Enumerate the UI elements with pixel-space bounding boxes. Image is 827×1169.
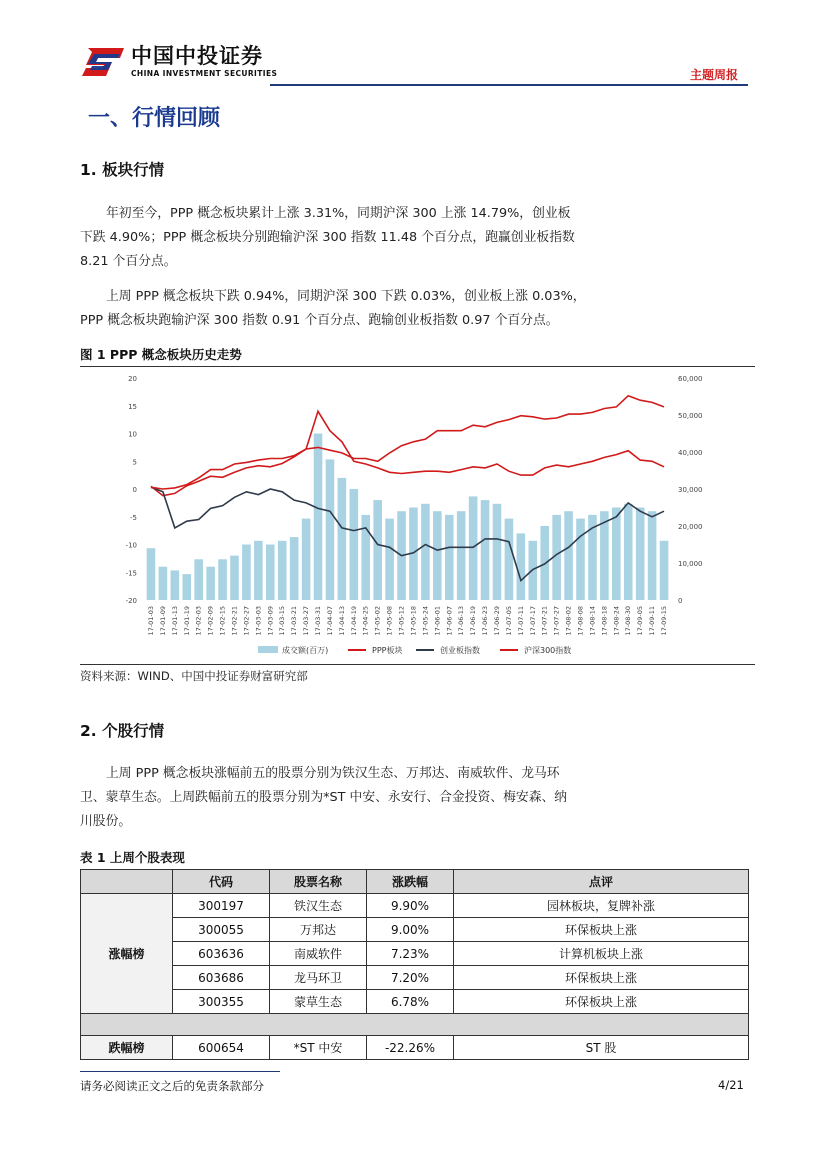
x-tick-label: 17-08-02 <box>564 606 573 636</box>
losers-group-label: 跌幅榜 <box>81 1036 173 1060</box>
cell-name: 龙马环卫 <box>270 966 367 990</box>
chart-legend <box>258 645 571 655</box>
y-left-tick-label: -10 <box>125 541 137 550</box>
x-tick-label: 17-06-19 <box>469 606 478 636</box>
table-row <box>81 942 749 966</box>
y-right-tick-label: 40,000 <box>678 449 703 457</box>
x-tick-label: 17-06-13 <box>457 606 466 636</box>
x-tick-label: 17-02-03 <box>194 606 203 636</box>
cell-name: 万邦达 <box>270 918 367 942</box>
text-line: 下跌 4.90%；PPP 概念板块分别跑输沪深 300 指数 11.48 个百分点，跑赢创业板指数 <box>80 230 575 245</box>
x-tick-label: 17-02-27 <box>242 606 251 636</box>
stocks-paragraph <box>80 762 610 834</box>
company-name-en: CHINA INVESTMENT SECURITIES <box>131 69 278 78</box>
page-number: 4/21 <box>718 1078 744 1092</box>
volume-bar <box>171 570 180 600</box>
cell-code: 300055 <box>173 918 270 942</box>
volume-bar <box>182 574 191 600</box>
cell-change: 9.00% <box>367 918 454 942</box>
x-tick-label: 17-07-11 <box>516 606 525 636</box>
x-tick-label: 17-03-09 <box>266 606 275 636</box>
volume-bar <box>457 511 466 600</box>
volume-bar <box>493 504 502 600</box>
cell-code: 603686 <box>173 966 270 990</box>
y-right-tick-label: 50,000 <box>678 412 703 420</box>
volume-bar <box>266 545 275 601</box>
y-left-tick-label: -15 <box>125 569 137 578</box>
volume-bar <box>147 548 156 600</box>
sector-paragraph-week <box>80 285 610 333</box>
x-tick-label: 17-07-27 <box>552 606 561 636</box>
x-tick-label: 17-06-29 <box>492 606 501 636</box>
volume-bar <box>421 504 430 600</box>
text-line: 年初至今，PPP 概念板块累计上涨 3.31%，同期沪深 300 上涨 14.79%，创业板 <box>106 206 571 221</box>
sector-trend-chart <box>80 368 755 662</box>
figure-top-rule <box>80 366 755 367</box>
text-line: 8.21 个百分点。 <box>80 254 177 269</box>
x-tick-label: 17-02-15 <box>218 606 227 636</box>
cell-comment: 环保板块上涨 <box>454 918 749 942</box>
x-tick-label: 17-05-24 <box>421 606 430 636</box>
volume-bar <box>230 556 239 600</box>
volume-bar <box>338 478 347 600</box>
cell-change: 9.90% <box>367 894 454 918</box>
volume-bar <box>350 489 359 600</box>
sector-paragraph-ytd <box>80 202 610 274</box>
table-separator-row <box>81 1014 749 1036</box>
volume-bar <box>194 559 203 600</box>
x-tick-label: 17-04-25 <box>361 606 370 636</box>
x-tick-label: 17-07-21 <box>540 606 549 636</box>
volume-bar <box>445 515 454 600</box>
y-left-tick-label: 10 <box>128 430 137 439</box>
x-tick-label: 17-04-07 <box>325 606 334 636</box>
text-line: 上周 PPP 概念板块涨幅前五的股票分别为铁汉生态、万邦达、南威软件、龙马环 <box>106 766 560 781</box>
legend-label: 创业板指数 <box>440 646 480 655</box>
x-axis-ticks <box>147 606 668 636</box>
cell-comment: 环保板块上涨 <box>454 966 749 990</box>
volume-bar <box>326 459 335 600</box>
volume-bar <box>314 434 323 601</box>
y-left-tick-label: 15 <box>128 402 137 411</box>
x-tick-label: 17-07-17 <box>528 606 537 636</box>
x-tick-label: 17-01-19 <box>182 606 191 636</box>
x-tick-label: 17-06-07 <box>445 606 454 636</box>
header-cell: 点评 <box>454 870 749 894</box>
series-line <box>151 411 664 495</box>
y-left-tick-label: 5 <box>132 458 137 467</box>
x-tick-label: 17-03-15 <box>278 606 287 636</box>
x-tick-label: 17-02-09 <box>206 606 215 636</box>
cell-name: 蒙草生态 <box>270 990 367 1014</box>
y-right-tick-label: 0 <box>678 597 683 605</box>
cell-code: 300355 <box>173 990 270 1014</box>
left-axis-ticks <box>126 375 137 605</box>
cell-code: 300197 <box>173 894 270 918</box>
y-left-tick-label: -5 <box>130 513 137 522</box>
section-title: 一、行情回顾 <box>88 106 221 131</box>
cell-change: 7.23% <box>367 942 454 966</box>
volume-bar <box>206 567 215 600</box>
x-tick-label: 17-08-08 <box>576 606 585 636</box>
company-logo-icon <box>80 46 126 78</box>
x-tick-label: 17-01-03 <box>146 606 155 636</box>
x-tick-label: 17-08-30 <box>624 606 633 636</box>
footer-disclaimer: 请务必阅读正文之后的免责条款部分 <box>80 1079 264 1093</box>
table-header-row <box>81 870 749 894</box>
table-row <box>81 1036 749 1060</box>
x-tick-label: 17-06-23 <box>481 606 490 636</box>
volume-bar <box>636 508 645 601</box>
footer-divider <box>80 1071 280 1072</box>
cell-comment: ST 股 <box>454 1036 749 1060</box>
x-tick-label: 17-01-13 <box>170 606 179 636</box>
table-row <box>81 894 749 918</box>
volume-bar <box>576 519 585 600</box>
x-tick-label: 17-09-15 <box>660 606 669 636</box>
legend-label: 沪深300指数 <box>524 646 572 655</box>
figure-bottom-rule <box>80 664 755 665</box>
stock-performance-table <box>80 869 749 1060</box>
x-tick-label: 17-03-27 <box>302 606 311 636</box>
volume-bar <box>290 537 299 600</box>
x-tick-label: 17-03-03 <box>254 606 263 636</box>
cell-comment: 园林板块，复牌补涨 <box>454 894 749 918</box>
x-tick-label: 17-01-09 <box>158 606 167 636</box>
volume-bar <box>433 511 442 600</box>
volume-bar <box>469 496 478 600</box>
x-tick-label: 17-09-11 <box>648 606 657 636</box>
volume-bar <box>517 533 526 600</box>
series-lines <box>151 396 664 581</box>
volume-bar <box>302 519 311 600</box>
x-tick-label: 17-04-13 <box>337 606 346 636</box>
volume-bar <box>278 541 287 600</box>
volume-bar <box>564 511 573 600</box>
x-tick-label: 17-06-01 <box>433 606 442 636</box>
x-tick-label: 17-08-24 <box>612 606 621 636</box>
x-tick-label: 17-05-18 <box>409 606 418 636</box>
x-tick-label: 17-05-02 <box>373 606 382 636</box>
x-tick-label: 17-08-14 <box>588 606 597 636</box>
x-tick-label: 17-08-18 <box>600 606 609 636</box>
volume-bar <box>373 500 382 600</box>
header-cell: 代码 <box>173 870 270 894</box>
x-tick-label: 17-05-08 <box>385 606 394 636</box>
separator-cell <box>81 1014 749 1036</box>
volume-bar <box>242 545 251 601</box>
table-row <box>81 966 749 990</box>
volume-bar <box>612 508 621 601</box>
y-right-tick-label: 60,000 <box>678 375 703 383</box>
x-tick-label: 17-09-05 <box>636 606 645 636</box>
company-name-cn: 中国中投证券 <box>131 44 263 68</box>
x-tick-label: 17-07-05 <box>504 606 513 636</box>
text-line: 卫、蒙草生态。上周跌幅前五的股票分别为*ST 中安、永安行、合金投资、梅安森、纳 <box>80 790 568 805</box>
volume-bar <box>218 559 227 600</box>
cell-comment: 计算机板块上涨 <box>454 942 749 966</box>
volume-bar <box>385 519 394 600</box>
x-tick-label: 17-04-19 <box>349 606 358 636</box>
volume-bar <box>254 541 263 600</box>
cell-comment: 环保板块上涨 <box>454 990 749 1014</box>
y-right-tick-label: 30,000 <box>678 486 703 494</box>
x-tick-label: 17-03-21 <box>290 606 299 636</box>
legend-label: PPP板块 <box>372 646 403 655</box>
cell-code: 600654 <box>173 1036 270 1060</box>
cell-change: -22.26% <box>367 1036 454 1060</box>
legend-label: 成交额(百万) <box>282 646 329 655</box>
text-line: 川股份。 <box>80 814 132 829</box>
volume-bar <box>648 511 657 600</box>
cell-change: 6.78% <box>367 990 454 1014</box>
sector-heading: 1. 板块行情 <box>80 161 165 179</box>
x-tick-label: 17-03-31 <box>314 606 323 636</box>
figure-source: 资料来源：WIND、中国中投证券财富研究部 <box>80 669 308 683</box>
volume-bars <box>147 434 669 601</box>
header-cell: 股票名称 <box>270 870 367 894</box>
cell-change: 7.20% <box>367 966 454 990</box>
header-cell <box>81 870 173 894</box>
cell-code: 603636 <box>173 942 270 966</box>
volume-bar <box>624 504 633 600</box>
volume-bar <box>660 541 669 600</box>
y-left-tick-label: 0 <box>132 486 137 494</box>
table-caption: 表 1 上周个股表现 <box>80 850 185 865</box>
volume-bar <box>159 567 168 600</box>
y-left-tick-label: 20 <box>128 375 137 383</box>
y-right-tick-label: 10,000 <box>678 560 703 568</box>
volume-bar <box>505 519 514 600</box>
x-tick-label: 17-02-21 <box>230 606 239 636</box>
stocks-heading: 2. 个股行情 <box>80 722 165 740</box>
report-type-label: 主题周报 <box>690 68 739 82</box>
gainers-group-label: 涨幅榜 <box>81 894 173 1014</box>
right-axis-ticks <box>678 375 703 605</box>
cell-name: 南威软件 <box>270 942 367 966</box>
y-right-tick-label: 20,000 <box>678 523 703 531</box>
cell-name: *ST 中安 <box>270 1036 367 1060</box>
table-row <box>81 918 749 942</box>
cell-name: 铁汉生态 <box>270 894 367 918</box>
header-cell: 涨跌幅 <box>367 870 454 894</box>
text-line: 上周 PPP 概念板块下跌 0.94%，同期沪深 300 下跌 0.03%，创业板上涨 0.03%， <box>106 289 586 304</box>
table-row <box>81 990 749 1014</box>
legend-swatch <box>258 646 278 653</box>
volume-bar <box>481 500 490 600</box>
y-left-tick-label: -20 <box>125 597 137 605</box>
text-line: PPP 概念板块跑输沪深 300 指数 0.91 个百分点、跑输创业板指数 0.97 个百分点。 <box>80 313 559 328</box>
series-line <box>151 487 664 580</box>
header-divider <box>270 84 748 86</box>
figure-caption: 图 1 PPP 概念板块历史走势 <box>80 347 242 362</box>
x-tick-label: 17-05-12 <box>397 606 406 636</box>
